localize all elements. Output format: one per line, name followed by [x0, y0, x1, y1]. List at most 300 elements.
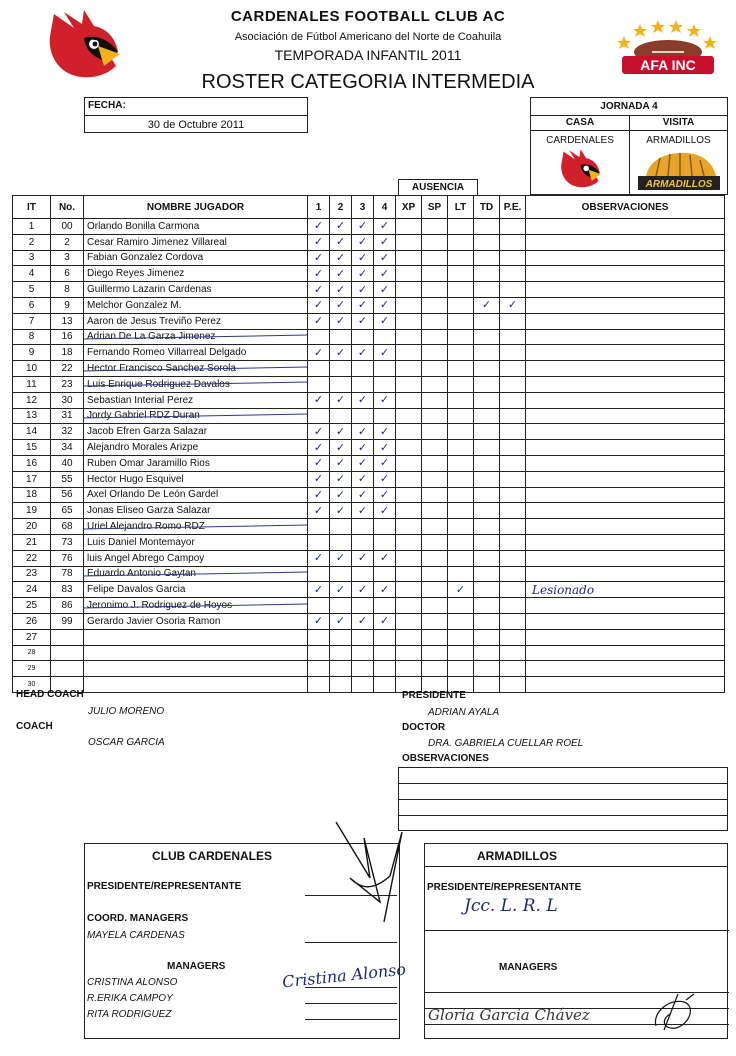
observaciones-box [398, 767, 728, 831]
row-pe [500, 645, 526, 661]
row-quarter-2 [330, 219, 352, 235]
armadillos-box-title: ARMADILLOS [477, 849, 557, 863]
row-observaciones [526, 424, 725, 440]
club-manager-signature: Cristina Alonso [281, 959, 407, 992]
row-sp [422, 329, 448, 345]
row-number: 65 [51, 503, 84, 519]
row-player-name: Jonas Eliseo Garza Salazar [84, 503, 308, 519]
row-sp [422, 424, 448, 440]
check-mark: ✓ [357, 614, 368, 628]
row-player-name: Guillermo Lazarin Cardenas [84, 282, 308, 298]
col-header-q4: 4 [374, 196, 396, 219]
row-quarter-1 [308, 361, 330, 377]
check-mark: ✓ [313, 472, 324, 486]
table-row [13, 297, 725, 313]
row-td [474, 297, 500, 313]
row-lt [448, 424, 474, 440]
row-quarter-2 [330, 440, 352, 456]
table-row [13, 629, 725, 645]
check-mark: ✓ [357, 424, 368, 438]
row-it: 3 [13, 250, 51, 266]
row-number: 6 [51, 266, 84, 282]
row-player-name: Diego Reyes Jimenez [84, 266, 308, 282]
row-quarter-3 [352, 376, 374, 392]
row-quarter-1 [308, 219, 330, 235]
check-mark: ✓ [379, 235, 390, 249]
row-observaciones [526, 282, 725, 298]
row-sp [422, 487, 448, 503]
row-observaciones [526, 613, 725, 629]
check-mark: ✓ [357, 487, 368, 501]
row-sp [422, 297, 448, 313]
observacion-text: Lesionado [532, 582, 595, 597]
row-quarter-3 [352, 234, 374, 250]
table-row [13, 677, 725, 693]
row-td [474, 345, 500, 361]
row-xp [396, 503, 422, 519]
check-mark: ✓ [313, 266, 324, 280]
row-number: 2 [51, 234, 84, 250]
row-observaciones [526, 219, 725, 235]
row-observaciones [526, 519, 725, 535]
club-manager-2: R.ERIKA CAMPOY [87, 993, 173, 1004]
jornada-box [530, 97, 728, 195]
row-observaciones [526, 629, 725, 645]
row-sp [422, 534, 448, 550]
check-mark: ✓ [313, 393, 324, 407]
row-xp [396, 455, 422, 471]
row-quarter-3 [352, 613, 374, 629]
row-player-name: Eduardo Antonio Gaytan [84, 566, 308, 582]
row-xp [396, 219, 422, 235]
table-row [13, 329, 725, 345]
check-mark: ✓ [313, 250, 324, 264]
row-it: 19 [13, 503, 51, 519]
row-pe [500, 519, 526, 535]
row-sp [422, 345, 448, 361]
row-quarter-4 [374, 234, 396, 250]
row-quarter-3 [352, 408, 374, 424]
row-quarter-3 [352, 266, 374, 282]
row-player-name [84, 661, 308, 677]
check-mark: ✓ [507, 298, 518, 312]
check-mark: ✓ [335, 282, 346, 296]
row-lt [448, 250, 474, 266]
check-mark: ✓ [313, 582, 324, 596]
row-quarter-4 [374, 219, 396, 235]
row-it: 28 [13, 645, 51, 661]
check-mark: ✓ [379, 551, 390, 565]
row-it: 6 [13, 297, 51, 313]
row-observaciones [526, 361, 725, 377]
row-pe [500, 408, 526, 424]
row-lt [448, 361, 474, 377]
table-row [13, 455, 725, 471]
check-mark: ✓ [379, 266, 390, 280]
check-mark: ✓ [379, 440, 390, 454]
row-quarter-2 [330, 613, 352, 629]
check-mark: ✓ [379, 424, 390, 438]
association-name: Asociación de Fútbol Americano del Norte de Coahuila [234, 31, 502, 43]
row-quarter-2 [330, 629, 352, 645]
table-row [13, 440, 725, 456]
row-sp [422, 661, 448, 677]
row-player-name: Cesar Ramiro Jimenez Villareal [84, 234, 308, 250]
check-mark: ✓ [379, 219, 390, 233]
coord-managers-label: COORD. MANAGERS [87, 913, 189, 924]
row-quarter-3 [352, 297, 374, 313]
check-mark: ✓ [335, 456, 346, 470]
row-sp [422, 219, 448, 235]
row-td [474, 455, 500, 471]
check-mark: ✓ [379, 487, 390, 501]
row-player-name: Axel Orlando De León Gardel [84, 487, 308, 503]
row-player-name [84, 677, 308, 693]
row-quarter-2 [330, 234, 352, 250]
row-td [474, 661, 500, 677]
row-pe [500, 613, 526, 629]
row-it: 13 [13, 408, 51, 424]
row-quarter-1 [308, 408, 330, 424]
row-quarter-3 [352, 677, 374, 693]
check-mark: ✓ [335, 614, 346, 628]
row-observaciones [526, 534, 725, 550]
row-lt [448, 503, 474, 519]
row-lt [448, 582, 474, 598]
row-quarter-2 [330, 519, 352, 535]
check-mark: ✓ [313, 503, 324, 517]
row-pe [500, 219, 526, 235]
col-header-q1: 1 [308, 196, 330, 219]
row-sp [422, 566, 448, 582]
roster-header-row [13, 196, 725, 219]
row-xp [396, 519, 422, 535]
fecha-label: FECHA: [85, 98, 307, 116]
row-quarter-4 [374, 392, 396, 408]
row-quarter-3 [352, 455, 374, 471]
row-td [474, 234, 500, 250]
row-quarter-1 [308, 582, 330, 598]
row-td [474, 550, 500, 566]
row-xp [396, 440, 422, 456]
col-header-it: IT [13, 196, 51, 219]
row-number: 30 [51, 392, 84, 408]
president-signature [320, 818, 410, 928]
row-pe [500, 661, 526, 677]
season-title: TEMPORADA INFANTIL 2011 [274, 47, 462, 63]
row-lt [448, 313, 474, 329]
row-it: 22 [13, 550, 51, 566]
row-lt [448, 345, 474, 361]
row-xp [396, 313, 422, 329]
check-mark: ✓ [379, 250, 390, 264]
row-pe [500, 455, 526, 471]
row-observaciones [526, 487, 725, 503]
row-td [474, 219, 500, 235]
row-quarter-1 [308, 534, 330, 550]
row-pe [500, 345, 526, 361]
row-td [474, 613, 500, 629]
check-mark: ✓ [379, 582, 390, 596]
row-quarter-3 [352, 471, 374, 487]
row-it: 5 [13, 282, 51, 298]
row-quarter-4 [374, 282, 396, 298]
row-quarter-1 [308, 455, 330, 471]
row-xp [396, 534, 422, 550]
row-quarter-2 [330, 677, 352, 693]
row-player-name: Luis Daniel Montemayor [84, 534, 308, 550]
row-lt [448, 566, 474, 582]
club-managers-label: MANAGERS [167, 961, 226, 972]
row-quarter-3 [352, 219, 374, 235]
row-sp [422, 598, 448, 614]
check-mark: ✓ [335, 487, 346, 501]
row-quarter-4 [374, 250, 396, 266]
doctor-name: DRA. GABRIELA CUELLAR ROEL [428, 738, 584, 749]
row-it: 26 [13, 613, 51, 629]
row-xp [396, 408, 422, 424]
row-observaciones [526, 566, 725, 582]
row-pe [500, 471, 526, 487]
col-header-no: No. [51, 196, 84, 219]
row-td [474, 471, 500, 487]
row-player-name: Aaron de Jesus Treviño Perez [84, 313, 308, 329]
club-title: CARDENALES FOOTBALL CLUB AC [230, 8, 506, 25]
check-mark: ✓ [313, 614, 324, 628]
row-it: 12 [13, 392, 51, 408]
check-mark: ✓ [335, 582, 346, 596]
row-quarter-3 [352, 503, 374, 519]
row-sp [422, 266, 448, 282]
row-xp [396, 297, 422, 313]
row-pe [500, 582, 526, 598]
col-header-q3: 3 [352, 196, 374, 219]
row-lt [448, 629, 474, 645]
row-observaciones [526, 392, 725, 408]
row-quarter-2 [330, 487, 352, 503]
row-quarter-3 [352, 550, 374, 566]
row-quarter-1 [308, 282, 330, 298]
row-observaciones [526, 234, 725, 250]
table-row [13, 234, 725, 250]
check-mark: ✓ [335, 424, 346, 438]
table-row [13, 376, 725, 392]
check-mark: ✓ [379, 282, 390, 296]
check-mark: ✓ [357, 440, 368, 454]
ausencia-header: AUSENCIA [398, 179, 478, 196]
row-observaciones [526, 440, 725, 456]
row-quarter-1 [308, 487, 330, 503]
check-mark: ✓ [357, 235, 368, 249]
row-lt [448, 613, 474, 629]
row-pe [500, 440, 526, 456]
row-player-name: Orlando Bonilla Carmona [84, 219, 308, 235]
row-td [474, 313, 500, 329]
row-player-name: Hector Hugo Esquivel [84, 471, 308, 487]
row-quarter-2 [330, 471, 352, 487]
check-mark: ✓ [335, 266, 346, 280]
col-header-observaciones: OBSERVACIONES [526, 196, 725, 219]
row-player-name: Melchor Gonzalez M. [84, 297, 308, 313]
row-quarter-4 [374, 519, 396, 535]
row-xp [396, 661, 422, 677]
row-lt [448, 661, 474, 677]
row-player-name: Jordy Gabriel RDZ Duran [84, 408, 308, 424]
row-player-name: Hector Francisco Sanchez Sorola [84, 361, 308, 377]
row-xp [396, 361, 422, 377]
table-row [13, 345, 725, 361]
row-pe [500, 534, 526, 550]
row-quarter-3 [352, 487, 374, 503]
row-td [474, 329, 500, 345]
row-sp [422, 392, 448, 408]
roster-table [12, 195, 725, 693]
row-quarter-3 [352, 345, 374, 361]
table-row [13, 566, 725, 582]
row-quarter-3 [352, 440, 374, 456]
row-quarter-2 [330, 582, 352, 598]
row-player-name [84, 645, 308, 661]
row-player-name: Fabian Gonzalez Cordova [84, 250, 308, 266]
row-td [474, 440, 500, 456]
check-mark: ✓ [313, 456, 324, 470]
check-mark: ✓ [335, 503, 346, 517]
row-quarter-3 [352, 329, 374, 345]
row-td [474, 534, 500, 550]
row-quarter-2 [330, 313, 352, 329]
row-quarter-2 [330, 345, 352, 361]
row-quarter-1 [308, 266, 330, 282]
row-quarter-4 [374, 487, 396, 503]
check-mark: ✓ [313, 314, 324, 328]
row-quarter-4 [374, 266, 396, 282]
fecha-box [84, 97, 308, 133]
row-lt [448, 297, 474, 313]
row-player-name: luis Angel Abrego Campoy [84, 550, 308, 566]
table-row [13, 534, 725, 550]
row-observaciones [526, 582, 725, 598]
row-it: 11 [13, 376, 51, 392]
presidente-name: ADRIAN AYALA [428, 707, 500, 718]
row-sp [422, 550, 448, 566]
row-observaciones [526, 645, 725, 661]
row-it: 10 [13, 361, 51, 377]
afa-logo-text: AFA INC [640, 57, 696, 73]
row-player-name: Fernando Romeo Villarreal Delgado [84, 345, 308, 361]
row-observaciones [526, 376, 725, 392]
check-mark: ✓ [313, 235, 324, 249]
row-sp [422, 519, 448, 535]
check-mark: ✓ [313, 345, 324, 359]
row-quarter-2 [330, 408, 352, 424]
row-xp [396, 392, 422, 408]
row-sp [422, 629, 448, 645]
row-td [474, 487, 500, 503]
row-it: 23 [13, 566, 51, 582]
row-quarter-4 [374, 629, 396, 645]
armadillos-logo [634, 148, 724, 192]
row-quarter-4 [374, 455, 396, 471]
row-quarter-2 [330, 566, 352, 582]
row-quarter-2 [330, 661, 352, 677]
row-number: 73 [51, 534, 84, 550]
head-coach-label: HEAD COACH [16, 689, 84, 700]
check-mark: ✓ [357, 503, 368, 517]
check-mark: ✓ [379, 614, 390, 628]
row-number [51, 629, 84, 645]
row-quarter-4 [374, 661, 396, 677]
row-number: 22 [51, 361, 84, 377]
check-mark: ✓ [357, 314, 368, 328]
table-row [13, 250, 725, 266]
row-quarter-4 [374, 440, 396, 456]
row-observaciones [526, 550, 725, 566]
check-mark: ✓ [455, 582, 466, 596]
row-pe [500, 282, 526, 298]
table-row [13, 582, 725, 598]
row-quarter-1 [308, 250, 330, 266]
row-quarter-1 [308, 313, 330, 329]
row-xp [396, 329, 422, 345]
row-quarter-1 [308, 566, 330, 582]
row-td [474, 282, 500, 298]
row-quarter-4 [374, 677, 396, 693]
row-observaciones [526, 455, 725, 471]
row-quarter-2 [330, 376, 352, 392]
check-mark: ✓ [313, 298, 324, 312]
check-mark: ✓ [379, 345, 390, 359]
rival-pres-label: PRESIDENTE/REPRESENTANTE [427, 882, 582, 893]
row-xp [396, 550, 422, 566]
row-td [474, 408, 500, 424]
row-quarter-1 [308, 345, 330, 361]
row-td [474, 677, 500, 693]
row-number [51, 645, 84, 661]
armadillos-logo-text: ARMADILLOS [645, 179, 712, 190]
row-lt [448, 392, 474, 408]
row-xp [396, 582, 422, 598]
row-it: 30 [13, 677, 51, 693]
col-header-sp: SP [422, 196, 448, 219]
row-lt [448, 471, 474, 487]
row-quarter-4 [374, 534, 396, 550]
row-it: 16 [13, 455, 51, 471]
row-td [474, 266, 500, 282]
row-xp [396, 629, 422, 645]
casa-team: CARDENALES [546, 135, 614, 146]
row-player-name: Sebastian Interial Perez [84, 392, 308, 408]
row-sp [422, 282, 448, 298]
row-td [474, 629, 500, 645]
row-observaciones [526, 266, 725, 282]
row-it: 27 [13, 629, 51, 645]
row-xp [396, 282, 422, 298]
row-xp [396, 613, 422, 629]
row-quarter-1 [308, 677, 330, 693]
row-pe [500, 677, 526, 693]
row-td [474, 519, 500, 535]
row-quarter-1 [308, 645, 330, 661]
coach-name: OSCAR GARCIA [88, 737, 165, 748]
row-quarter-2 [330, 361, 352, 377]
check-mark: ✓ [313, 551, 324, 565]
row-number: 56 [51, 487, 84, 503]
row-pe [500, 424, 526, 440]
doctor-label: DOCTOR [402, 722, 446, 733]
row-number: 86 [51, 598, 84, 614]
club-pres-label: PRESIDENTE/REPRESENTANTE [87, 881, 242, 892]
row-it: 14 [13, 424, 51, 440]
